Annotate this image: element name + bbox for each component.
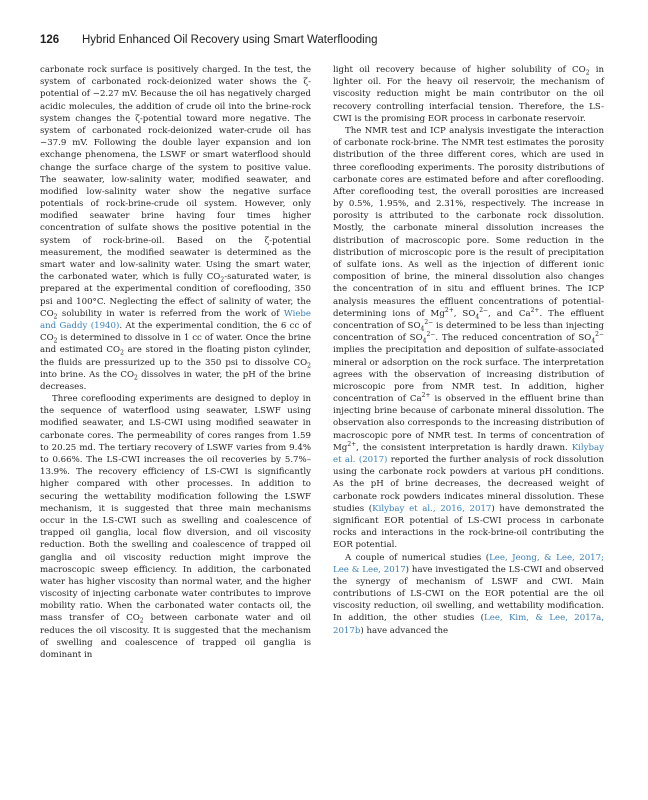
citation-link[interactable]: Kilybay et al. (2017): [333, 442, 604, 465]
citation-link[interactable]: Lee, Kim, & Lee, 2017a, 2017b: [333, 613, 604, 636]
page-header: [40, 34, 608, 50]
right-paragraph-1: light oil recovery because of higher solubility of $CO_2$ in lighter oil. For the heavy oil reservoir, the mechanism of viscosity reduction might be main contributor on the oil recovery controlling interfacial tension. Therefore, the LS-CWI is the promising EOR process in carbonate reservoir.: [333, 65, 605, 124]
citation-link[interactable]: Wiebe and Gaddy (1940): [40, 308, 311, 331]
left-column: [40, 64, 311, 661]
right-paragraph-2: The NMR test and ICP analysis investigate the interaction of carbonate rock-brine. The NMR test estimates the porosity distribution of the three different cores, which are used in three coreflooding experiments. The porosity distributions of carbonate cores are estimated before and after coreflooding. After coreflooding test, the overall porosities are increased by 0.5%, 1.95%, and 2.31%, respectively. The increase in porosity is attributed to the carbonate rock dissolution. Mostly, the carbonate mineral dissolution increases the distribution of macroscopic pore. Some reduction in the distribution of microscopic pore is the result of precipitation of sulfate ions. As well as the injection of different ionic composition of brine, the mineral dissolution also changes the concentration of in situ and effluent brines. The ICP analysis measures the effluent concentrations of potential-determining ions of $Mg^{2+}$, $SO_4^{2-}$, and $Ca^{2+}$. The effluent concentration of $SO_4^{2-}$ is determined to be less than injecting concentration of $SO_4^{2-}$. The reduced concentration of $SO_4^{2-}$ implies the precipitation and deposition of sulfate-associated mineral or adsorption on the rock surface. The interpretation agrees with the observation of increasing distribution of microscopic pore from NMR test. In addition, higher concentration of $Ca^{2+}$ is observed in the effluent brine than injecting brine because of carbonate mineral dissolution. The observation also corresponds to the increasing distribution of macroscopic pore of NMR test. In terms of concentration of $Mg^{2+}$, the consistent interpretation is hardly drawn. Kilybay et al. (2017) reported the further analysis of rock dissolution using the carbonate rock powders at various pH conditions. As the pH of brine decreases, the decreased weight of carbonate rock powders indicates mineral dissolution. These studies (Kilybay et al., 2016, 2017) have demonstrated the significant EOR potential of LS-CWI process in carbonate rocks and interactions in the rock-brine-oil contributing the EOR potential.: [333, 125, 604, 551]
running-title: Hybrid Enhanced Oil Recovery using Smart Waterflooding: [82, 34, 378, 46]
right-paragraph-3: A couple of numerical studies (Lee, Jeong, & Lee, 2017; Lee & Lee, 2017) have investigated the LS-CWI and observed the synergy of mechanism of LSWF and CWI. Main contributions of LS-CWI on the EOR potential are the oil viscosity reduction, oil swelling, and wettability modification. In addition, the other studies (Lee, Kim, & Lee, 2017a, 2017b) have advanced the: [333, 552, 604, 636]
citation-link[interactable]: Lee, Jeong, & Lee, 2017; Lee & Lee, 2017: [333, 552, 604, 575]
page-number: 126: [40, 34, 60, 46]
citation-link[interactable]: Kilybay et al., 2016, 2017: [372, 503, 492, 514]
right-column: [333, 64, 604, 637]
left-paragraph-1: carbonate rock surface is positively charged. In the test, the system of carbonated rock-deionized water shows the ζ-potential of −2.27 mV. Because the oil has negatively charged acidic molecules, the addition of crude oil into the brine-rock system changes the ζ-potential toward more negative. The system of carbonated rock-deionized water-crude oil has −37.9 mV. Following the double layer expansion and ion exchange phenomena, the LSWF or smart waterflood should change the surface charge of the system to positive value. The seawater, low-salinity water, modified seawater, and modified low-salinity water show the negative surface potentials of rock-brine-crude oil system. However, only modified seawater brine having four times higher concentration of sulfate shows the positive potential in the system of rock-brine-oil. Based on the ζ-potential measurement, the modified seawater is determined as the smart water and low-salinity water. Using the smart water, the carbonated water, which is fully $CO_2$-saturated water, is prepared at the experimental condition of coreflooding, 350 psi and 100°C. Neglecting the effect of salinity of water, the $CO_2$ solubility in water is referred from the work of Wiebe and Gaddy (1940). At the experimental condition, the 6 cc of $CO_2$ is determined to dissolve in 1 cc of water. Once the brine and estimated $CO_2$ are stored in the floating piston cylinder, the fluids are pressurized up to the 350 psi to dissolve $CO_2$ into brine. As the $CO_2$ dissolves in water, the pH of the brine decreases.: [40, 65, 312, 392]
left-paragraph-2: Three coreflooding experiments are designed to deploy in the sequence of waterflood using seawater, LSWF using modified seawater, and LS-CWI using modified seawater in carbonate cores. The permeability of cores ranges from 1.59 to 20.25 md. The tertiary recovery of LSWF varies from 9.4% to 0.66%. The LS-CWI increases the oil recoveries by 5.7%–13.9%. The recovery efficiency of LS-CWI is significantly higher compared with other processes. In addition to securing the wettability modification following the LSWF mechanism, it is suggested that three main mechanisms occur in the LS-CWI such as swelling and coalescence of trapped oil ganglia, local flow diversion, and oil viscosity reduction. Both the swelling and coalescence of trapped oil ganglia and oil viscosity reduction might improve the macroscopic sweep efficiency. In addition, the carbonated water has higher viscosity than normal water, and the higher viscosity of injecting carbonate water contributes to improve mobility ratio. When the carbonated water contacts oil, the mass transfer of $CO_2$ between carbonate water and oil reduces the oil viscosity. It is suggested that the mechanism of swelling and coalescence of trapped oil ganglia is dominant in: [40, 394, 311, 660]
